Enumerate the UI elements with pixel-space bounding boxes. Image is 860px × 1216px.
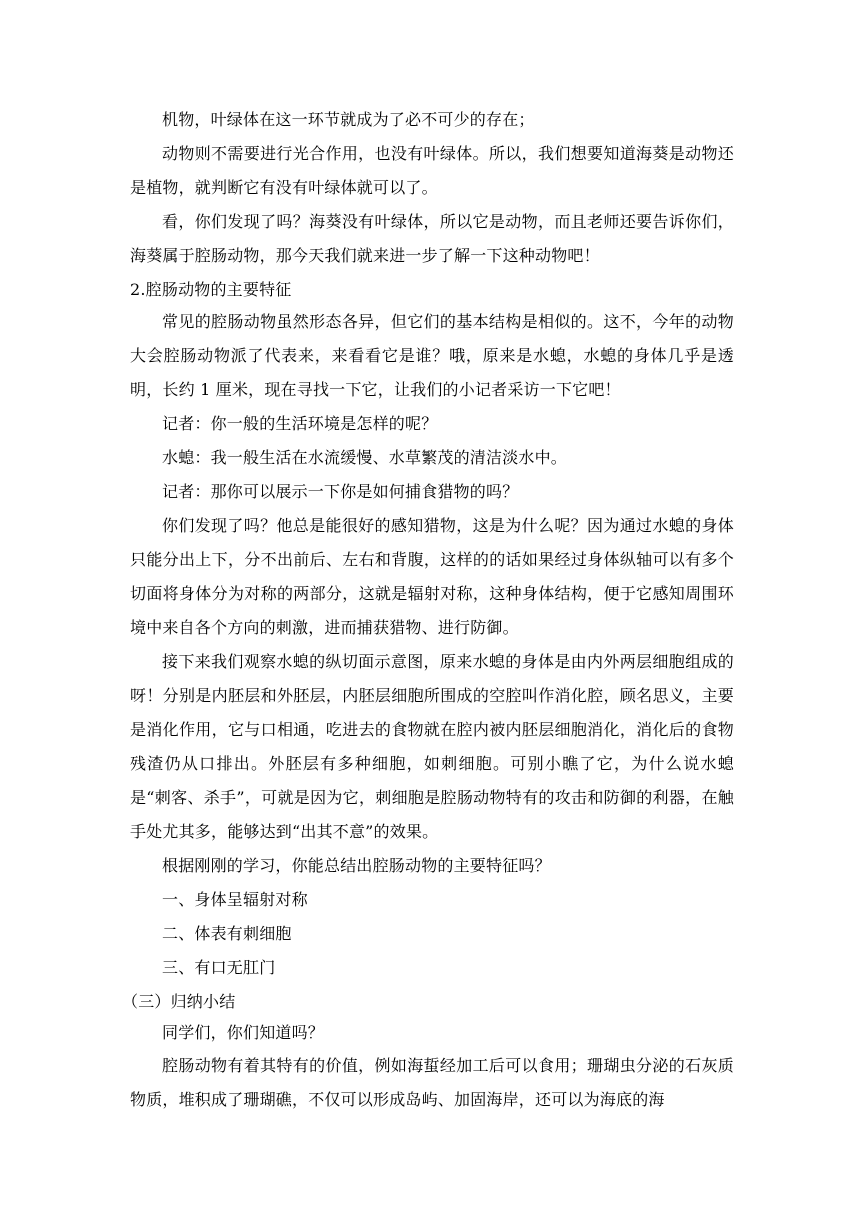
paragraph-did-you-know: 同学们，你们知道吗？ bbox=[162, 1023, 325, 1042]
dialogue-reporter-1: 记者：你一般的生活环境是怎样的呢？ bbox=[162, 414, 438, 433]
paragraph-radial-symmetry: 你们发现了吗？他总是能很好的感知猎物，这是为什么呢？因为通过水螅的身体只能分出上下，分不出前后、左右和背腹，这样的的话如果经过身体纵轴可以有多个切面将身体分为对称的两部分，这就是辐射对称，这种身体结构，便于它感知周围环境中来自各个方向的刺激，进而捕获猎物、进行防御。 bbox=[130, 516, 734, 637]
paragraph-summary-question: 根据刚刚的学习，你能总结出腔肠动物的主要特征吗？ bbox=[162, 856, 551, 875]
section-heading-summary: （三）归纳小结 bbox=[122, 992, 236, 1011]
paragraph-cell-layers: 接下来我们观察水螅的纵切面示意图，原来水螅的身体是由内外两层细胞组成的呀！分别是内胚层和外胚层，内胚层细胞所围成的空腔叫作消化腔，顾名思义，主要是消化作用，它与口相通，吃进去的食物就在腔内被内胚层细胞消化，消化后的食物残渣仍从口排出。外胚层有多种细胞，如刺细胞。可别小瞧了它，为什么说水螅是“刺客、杀手”，可就是因为它，刺细胞是腔肠动物特有的攻击和防御的利器，在触手处尤其多，能够达到“出其不意”的效果。 bbox=[130, 652, 734, 841]
paragraph-photosynthesis: 动物则不需要进行光合作用，也没有叶绿体。所以，我们想要知道海葵是动物还是植物，就判断它有没有叶绿体就可以了。 bbox=[130, 144, 734, 197]
paragraph-continuation: 机物，叶绿体在这一环节就成为了必不可少的存在； bbox=[162, 110, 535, 129]
document-body bbox=[122, 103, 734, 1117]
feature-item-2: 二、体表有刺细胞 bbox=[162, 924, 292, 943]
paragraph-sea-anemone: 看，你们发现了吗？海葵没有叶绿体，所以它是动物，而且老师还要告诉你们，海葵属于腔肠动物，那今天我们就来进一步了解一下这种动物吧！ bbox=[130, 212, 734, 265]
dialogue-hydra-1: 水螅：我一般生活在水流缓慢、水草繁茂的清洁淡水中。 bbox=[162, 448, 568, 467]
section-heading-features: 2.腔肠动物的主要特征 bbox=[130, 280, 292, 299]
paragraph-hydra-intro: 常见的腔肠动物虽然形态各异，但它们的基本结构是相似的。这不，今年的动物大会腔肠动物派了代表来，来看看它是谁？哦，原来是水螅，水螅的身体几乎是透明，长约 1 厘米，现在寻找一下它，让我们的小记者采访一下它吧！ bbox=[130, 312, 734, 399]
paragraph-value: 腔肠动物有着其特有的价值，例如海蜇经加工后可以食用；珊瑚虫分泌的石灰质物质，堆积成了珊瑚礁，不仅可以形成岛屿、加固海岸，还可以为海底的海 bbox=[130, 1056, 734, 1109]
dialogue-reporter-2: 记者：那你可以展示一下你是如何捕食猎物的吗？ bbox=[162, 482, 519, 501]
feature-item-3: 三、有口无肛门 bbox=[162, 958, 276, 977]
feature-item-1: 一、身体呈辐射对称 bbox=[162, 890, 308, 909]
